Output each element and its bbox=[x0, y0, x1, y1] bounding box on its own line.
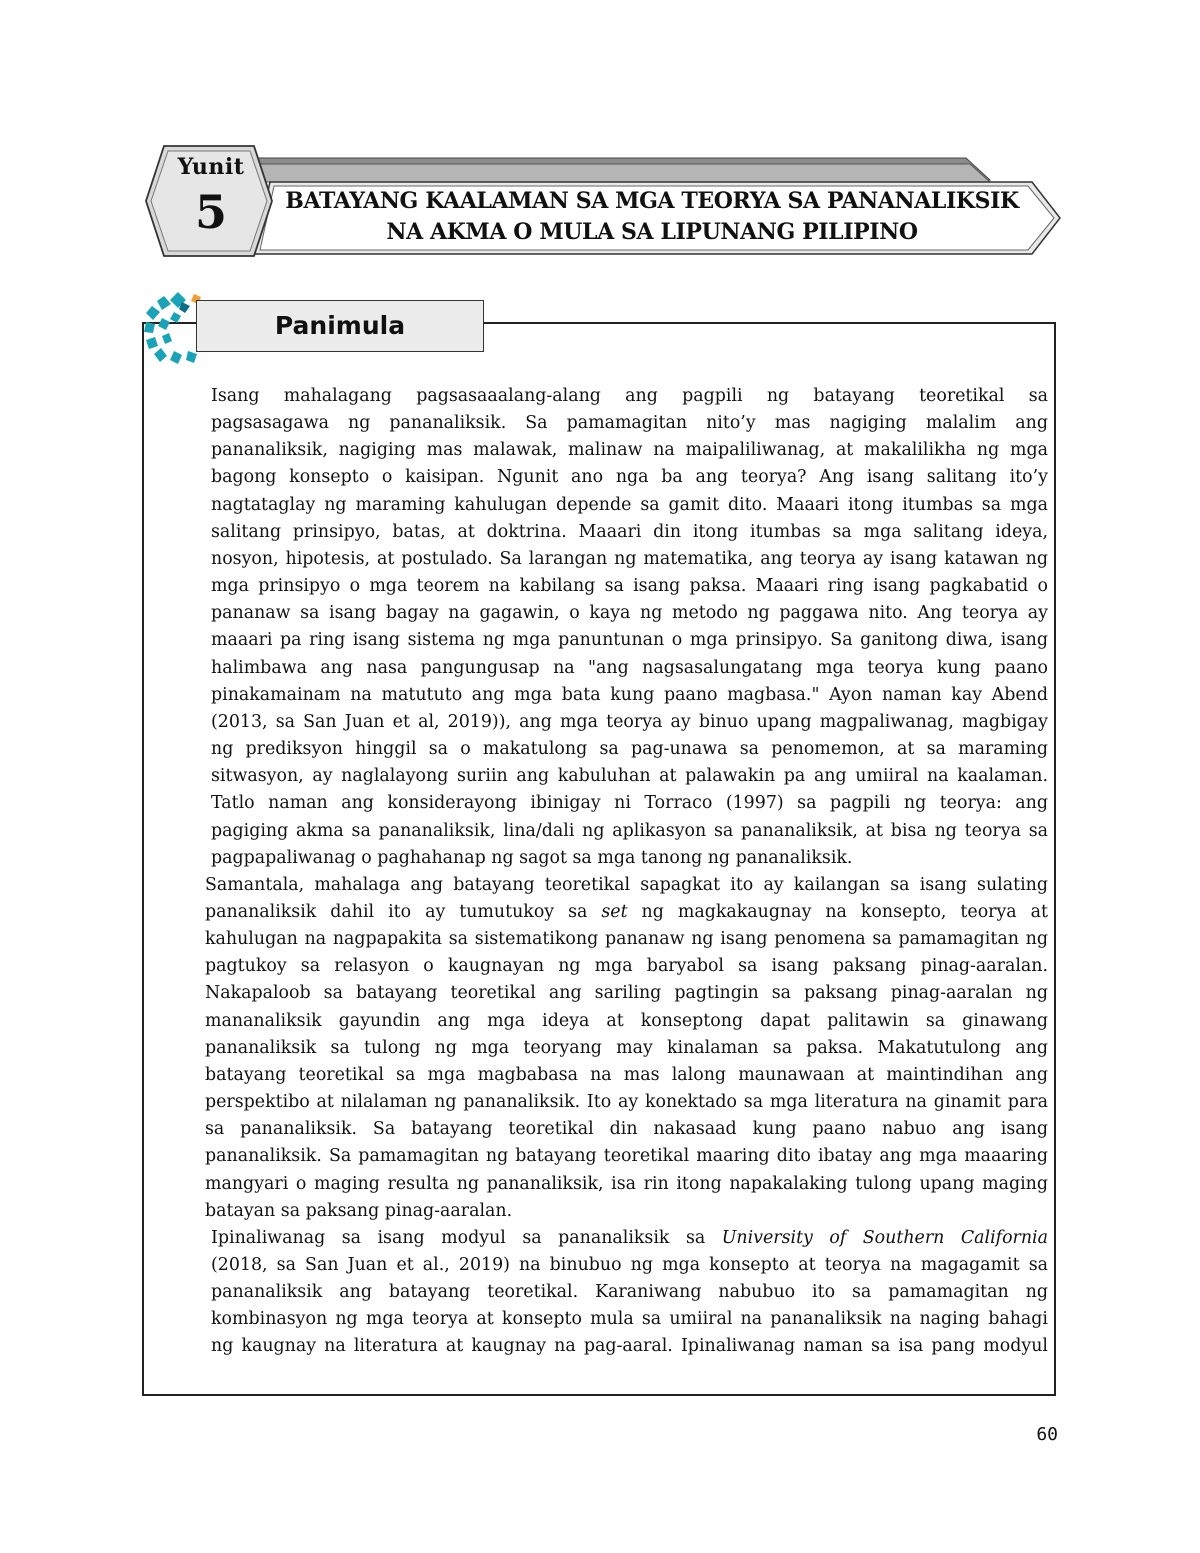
text-line: halimbawa ang nasa pangungusap na "ang nagsasalungatang mga teorya kung paano bbox=[211, 657, 1048, 678]
text-line: maaari pa ring isang sistema ng mga panuntunan o mga prinsipyo. Sa ganitong diwa, isang bbox=[211, 630, 1048, 651]
text-line: pananaliksik ang batayang teoretikal. Karaniwang nabubuo ito sa pamamagitan ng bbox=[211, 1282, 1048, 1303]
unit-number: 5 bbox=[194, 185, 227, 239]
text-line: ng kaugnay na literatura at kaugnay na pag-aaral. Ipinaliwanag naman sa isa pang modyul bbox=[211, 1336, 1048, 1357]
text-line: pananaw sa isang bagay na gagawin, o kaya ng metodo ng paggawa nito. Ang teorya ay bbox=[211, 603, 1048, 624]
section-title: Panimula bbox=[274, 311, 406, 340]
text-line: ng prediksyon hinggil sa o makatulong sa pag-unawa sa penomemon, at sa maraming bbox=[211, 739, 1048, 760]
text-line: salitang prinsipyo, batas, at doktrina. Maaari din itong itumbas sa mga salitang ideya, bbox=[211, 521, 1048, 542]
text-line: mga prinsipyo o mga teorem na kabilang sa isang paksa. Maaari ring isang pagkabatid o bbox=[211, 576, 1048, 597]
text-line: batayan sa paksang pinag-aaralan. bbox=[205, 1200, 513, 1221]
text-line: Tatlo naman ang konsiderayong ibinigay ni Torraco (1997) sa pagpili ng teorya: ang bbox=[211, 793, 1048, 814]
text-line: pagtukoy sa relasyon o kaugnayan ng mga baryabol sa isang paksang pinag-aaralan. bbox=[205, 956, 1048, 977]
section-tab-rule bbox=[484, 322, 1056, 324]
text-run: pananaliksik dahil ito ay tumutukoy sa bbox=[205, 901, 602, 922]
paragraph-1 bbox=[169, 383, 1048, 872]
body-text bbox=[169, 383, 1048, 1361]
unit-title-line-2: NA AKMA O MULA SA LIPUNANG PILIPINO bbox=[386, 219, 918, 245]
text-line: kahulugan na nagpapakita sa sistematikong pananaw ng isang penomena sa pamamagitan ng bbox=[205, 929, 1048, 950]
text-line: mananaliksik gayundin ang mga ideya at konseptong dapat palitawin sa ginawang bbox=[205, 1010, 1048, 1031]
text-line: pagpapaliwanag o paghahanap ng sagot sa mga tanong ng pananaliksik. bbox=[211, 847, 853, 868]
page-number: 60 bbox=[1036, 1424, 1058, 1445]
text-line: pagsasagawa ng pananaliksik. Sa pamamagitan nito’y mas nagiging malalim ang bbox=[211, 413, 1048, 434]
section-tab bbox=[196, 300, 484, 352]
text-line: perspektibo at nilalaman ng pananaliksik. Ito ay konektado sa mga literatura na ginamit para bbox=[205, 1092, 1048, 1113]
text-line: Isang mahalagang pagsasaaalang-alang ang pagpili ng batayang teoretikal sa bbox=[211, 386, 1048, 406]
text-line: batayang teoretikal sa mga magbabasa na mas lalong maunawaan at maintindihan ang bbox=[205, 1064, 1048, 1085]
text-line: pananaliksik. Sa pamamagitan ng batayang teoretikal maaring dito ibatay ang mga maaaring bbox=[205, 1146, 1048, 1167]
text-line: pananaliksik sa tulong ng mga teoryang may kinalaman sa paksa. Makatutulong ang bbox=[205, 1037, 1048, 1058]
text-line: mangyari o maging resulta ng pananaliksik, isa rin itong napakalaking tulong upang maging bbox=[205, 1173, 1048, 1194]
unit-title bbox=[262, 186, 1042, 248]
text-line: Nakapaloob sa batayang teoretikal ang sariling pagtingin sa paksang pinag-aaralan ng bbox=[205, 983, 1048, 1004]
italic-term: set bbox=[601, 901, 628, 922]
text-line: kombinasyon ng mga teorya at konsepto mula sa umiiral na pananaliksik na naging bahagi bbox=[211, 1309, 1048, 1330]
text-line: pagiging akma sa pananaliksik, lina/dali ng aplikasyon sa pananaliksik, at bisa ng teorya sa bbox=[211, 820, 1048, 841]
text-line: Samantala, mahalaga ang batayang teoretikal sapagkat ito ay kailangan sa isang sulating bbox=[205, 874, 1048, 895]
unit-header bbox=[142, 142, 1067, 260]
text-line: sitwasyon, ay naglalayong suriin ang kabuluhan at palawakin pa ang umiiral na kaalaman. bbox=[211, 766, 1048, 787]
text-line bbox=[169, 899, 1048, 926]
unit-title-line-1: BATAYANG KAALAMAN SA MGA TEORYA SA PANANALIKSIK bbox=[285, 188, 1019, 214]
text-line: pananaliksik, nagiging mas malawak, malinaw na maipaliliwanag, at makalilikha ng mga bbox=[211, 440, 1048, 461]
text-line: sa pananaliksik. Sa batayang teoretikal din nakasaad kung paano nabuo ang isang bbox=[205, 1119, 1048, 1140]
italic-term: University of Southern California bbox=[721, 1227, 1048, 1248]
paragraph-2 bbox=[169, 872, 1048, 1225]
text-line: nagtataglay ng maraming kahulugan depende sa gamit dito. Maaari itong itumbas sa mga bbox=[211, 494, 1048, 515]
text-line: pinakamainam na matututo ang mga bata kung paano magbasa." Ayon naman kay Abend bbox=[211, 684, 1048, 705]
text-run: Ipinaliwanag sa isang modyul sa pananaliksik sa bbox=[211, 1227, 722, 1248]
text-line: (2013, sa San Juan et al, 2019)), ang mga teorya ay binuo upang magpaliwanag, magbigay bbox=[211, 711, 1048, 732]
paragraph-3 bbox=[169, 1225, 1048, 1361]
unit-label: Yunit bbox=[177, 154, 245, 180]
text-line: nosyon, hipotesis, at postulado. Sa larangan ng matematika, ang teorya ay isang katawan ng bbox=[211, 548, 1048, 569]
text-line: bagong konsepto o kaisipan. Ngunit ano nga ba ang teorya? Ang isang salitang ito’y bbox=[211, 467, 1048, 488]
text-line: (2018, sa San Juan et al., 2019) na binubuo ng mga konsepto at teorya na magagamit sa bbox=[211, 1255, 1048, 1275]
text-line bbox=[169, 1225, 1048, 1252]
text-run: ng magkakaugnay na konsepto, teorya at bbox=[627, 901, 1048, 922]
